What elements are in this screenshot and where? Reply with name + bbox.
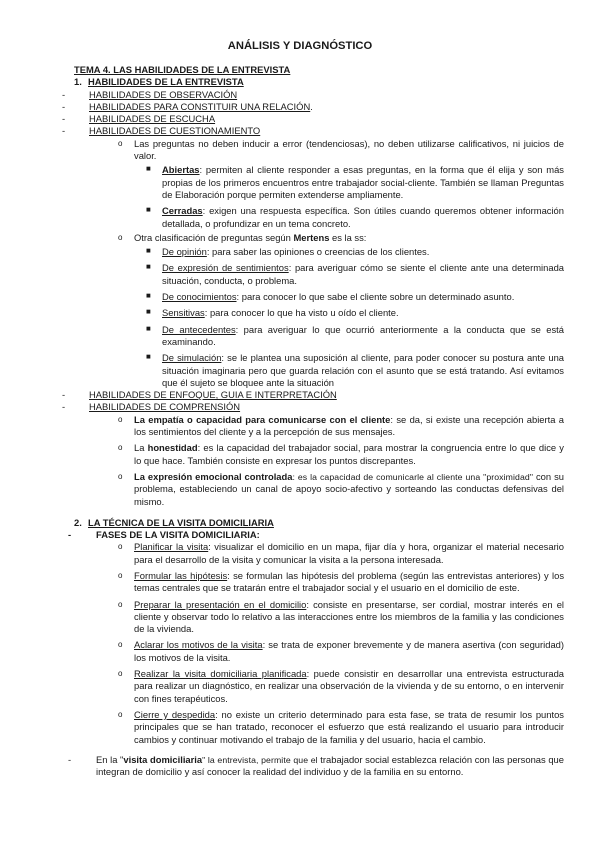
list-item-honestidad: o La honestidad: es la capacidad del trabajador social, para mostrar la congruencia entre lo que dice y lo que hace. También consiste en expresar los puntos discrepantes.: [118, 442, 564, 466]
list-item-preguntas-intro: o Las preguntas no deben inducir a error (tendenciosas), no deben utilizarse calificativos, ni juicios de valor.: [118, 137, 564, 162]
tema-heading: TEMA 4. LAS HABILIDADES DE LA ENTREVISTA: [74, 64, 291, 75]
circle-bullet-icon: o: [118, 542, 123, 552]
circle-bullet-icon: o: [118, 232, 123, 242]
list-item-abiertas: ■ Abiertas: permiten al cliente responder a esas preguntas, en la forma que él elija y son más propias de los primeros encuentros entre trabajador social-cliente. También se llaman Preguntas de Elaboración porque permiten extenderse ampliamente.: [146, 164, 564, 200]
circle-bullet-icon: o: [118, 138, 123, 148]
circle-bullet-icon: o: [118, 471, 123, 481]
list-item-cerradas: ■ Cerradas: exigen una respuesta específica. Son útiles cuando queremos obtener información detallada, o profundizar en un tema concreto.: [146, 205, 564, 229]
list-item-sentimientos: ■ De expresión de sentimientos: para averiguar cómo se siente el cliente ante una determinada situación, conducta, o problema.: [146, 262, 564, 286]
square-bullet-icon: ■: [146, 323, 151, 333]
circle-bullet-icon: o: [118, 414, 123, 424]
section-1-heading: 1. HABILIDADES DE LA ENTREVISTA: [74, 76, 244, 88]
list-item-sensitivas: ■ Sensitivas: para conocer lo que ha visto u oído el cliente.: [146, 307, 399, 319]
list-item-hipotesis: o Formular las hipótesis: se formulan las hipótesis del problema (según las entrevistas anteriores) y los temas centrales que se tratarán entre el trabajador social y el usuario en el domicilio de este.: [118, 569, 565, 594]
list-item-antecedentes: ■ De antecedentes: para averiguar lo que ocurrió anteriormente a la conducta que se está examinando.: [146, 323, 564, 347]
fases-heading: - FASES DE LA VISITA DOMICILIARIA:: [68, 529, 260, 541]
square-bullet-icon: ■: [146, 205, 151, 215]
list-item-enfoque: - HABILIDADES DE ENFOQUE, GUIA E INTERPRETACIÓN: [62, 389, 337, 401]
list-item-cuestionamiento: - HABILIDADES DE CUESTIONAMIENTO: [62, 125, 261, 137]
list-item-motivos: o Aclarar los motivos de la visita: se trata de exponer brevemente y de manera asertiva (con seguridad) los motivos de la visita.: [118, 639, 564, 663]
list-item-simulacion: ■ De simulación: se le plantea una suposición al cliente, para poder conocer su postura ante una situación imaginaria pero que guarda relación con el asunto que se está tratando. Así evitamos que él sujeto se bloquee ante la situación: [146, 352, 564, 388]
list-item-relacion: - HABILIDADES PARA CONSTITUIR UNA RELACIÓN.: [62, 100, 313, 112]
page-title: ANÁLISIS Y DIAGNÓSTICO: [227, 40, 373, 52]
list-item-observacion: - HABILIDADES DE OBSERVACIÓN: [62, 88, 238, 100]
square-bullet-icon: ■: [146, 164, 151, 174]
list-item-realizar: o Realizar la visita domiciliaria planificada: puede consistir en desarrollar una entrevista estructurada para realizar un diagnóstico, en realizar una observación de la vivienda y de su entorno, o en intervenir con fines terapéuticos.: [118, 668, 564, 704]
list-item-emocional: o La expresión emocional controlada: es la capacidad de comunicarle al cliente una "proximidad" con su problema, estableciendo un canal de apoyo socio-afectivo y sorteando las conductas defensivas del mismo.: [118, 470, 564, 507]
list-item-empatia: o La empatía o capacidad para comunicarse con el cliente: se da, si existe una recepción abierta a los sentimientos del cliente y a la percepción de sus mensajes.: [118, 413, 564, 438]
list-item-escucha: - HABILIDADES DE ESCUCHA: [62, 113, 216, 125]
section-2-heading: 2. LA TÉCNICA DE LA VISITA DOMICILIARIA: [74, 516, 274, 528]
list-item-cierre: o Cierre y despedida: no existe un criterio determinado para esta fase, se trata de resumir los puntos principales que se han tratado, reconocer el esfuerzo que está realizando el usuario para introducir cambios y continuar motivando el trabajo de la familia y del usuario, hacia el cambio.: [118, 708, 564, 745]
list-item-presentacion: o Preparar la presentación en el domicilio: consiste en presentarse, ser cordial, mostrar interés en el cliente y observar todo lo relativo a las interacciones entre los miembros de la familia y las condiciones de la vivienda.: [118, 598, 564, 635]
circle-bullet-icon: o: [118, 599, 123, 609]
circle-bullet-icon: o: [118, 570, 123, 580]
square-bullet-icon: ■: [146, 307, 151, 317]
square-bullet-icon: ■: [146, 291, 151, 301]
circle-bullet-icon: o: [118, 640, 123, 650]
list-item-conocimientos: ■ De conocimientos: para conocer lo que sabe el cliente sobre un determinado asunto.: [146, 291, 515, 303]
list-item-opinion: ■ De opinión: para saber las opiniones o creencias de los clientes.: [146, 246, 430, 258]
square-bullet-icon: ■: [146, 262, 151, 272]
list-item-mertens: o Otra clasificación de preguntas según Mertens es la ss:: [118, 231, 367, 243]
circle-bullet-icon: o: [118, 709, 123, 719]
final-paragraph: - En la "visita domiciliaria" la entrevista, permite que el trabajador social establezca relación con las personas que integran de domicilio y así conocer la realidad del individuo y de la familia en su entorno.: [68, 753, 564, 778]
list-item-comprension: - HABILIDADES DE COMPRENSIÓN: [62, 401, 241, 413]
list-item-planificar: o Planificar la visita: visualizar el domicilio en un mapa, fijar día y hora, organizar el material necesario para el desarrollo de la visita y comunicar la visita a la persona interesada.: [118, 541, 564, 565]
circle-bullet-icon: o: [118, 669, 123, 679]
square-bullet-icon: ■: [146, 246, 151, 256]
document-body: [62, 64, 565, 778]
square-bullet-icon: ■: [146, 352, 151, 362]
circle-bullet-icon: o: [118, 443, 123, 453]
